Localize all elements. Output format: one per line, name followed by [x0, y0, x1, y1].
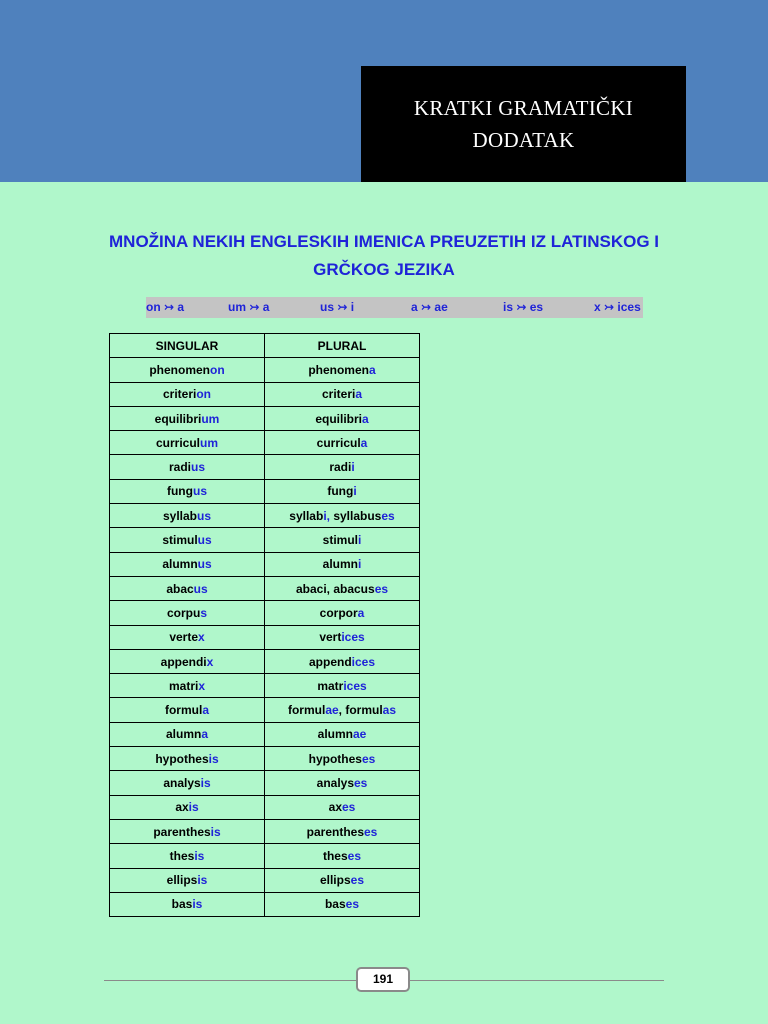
stem-text: alumn — [317, 727, 353, 742]
suffix-rule: x ↣ ices — [594, 300, 641, 314]
stem-text: radi — [168, 460, 191, 475]
plural-cell — [265, 747, 420, 771]
stem-text: thes — [322, 848, 348, 863]
plural-cell — [265, 892, 420, 916]
suffix-text: us — [191, 460, 206, 475]
stem-text: analys — [163, 775, 201, 790]
singular-cell — [110, 382, 265, 406]
plural-cell — [265, 455, 420, 479]
suffix-text: i — [353, 484, 357, 499]
stem-text: alumn — [165, 727, 202, 742]
suffix-text: ae — [352, 727, 367, 742]
suffix-text: ices — [351, 654, 376, 669]
stem-text: matri — [168, 678, 199, 693]
table-header-row — [110, 334, 420, 358]
suffix-text: is — [188, 800, 199, 815]
stem-text: syllab — [162, 508, 197, 523]
singular-cell — [110, 795, 265, 819]
singular-cell — [110, 552, 265, 576]
suffix-text: a — [368, 362, 376, 377]
stem-text: parenthes — [153, 824, 211, 839]
suffix-text: a — [361, 411, 369, 426]
stem-text: stimul — [162, 533, 198, 548]
plural-cell — [265, 649, 420, 673]
stem-text: abac — [166, 581, 194, 596]
suffix-text: es — [354, 775, 368, 790]
stem-text: formul — [287, 703, 326, 718]
table-row — [110, 892, 420, 916]
table-row — [110, 504, 420, 528]
suffix-text: ices — [341, 630, 365, 645]
table-row — [110, 358, 420, 382]
stem-text: syllabus — [333, 508, 382, 523]
stem-text: parenthes — [306, 824, 364, 839]
suffix-text: a — [202, 703, 210, 718]
suffix-text: is — [192, 897, 203, 912]
suffix-text: is — [208, 751, 219, 766]
suffix-text: es — [350, 873, 365, 888]
suffix-text: us — [192, 484, 207, 499]
suffix-text: x — [198, 678, 206, 693]
suffix-rule: is ↣ es — [503, 300, 544, 314]
section-heading — [90, 228, 678, 284]
plural-cell — [265, 674, 420, 698]
suffix-text: us — [193, 581, 208, 596]
suffix-rule: um ↣ a — [228, 300, 270, 314]
singular-cell — [110, 431, 265, 455]
stem-text: equilibri — [154, 411, 202, 426]
suffix-text: i — [358, 557, 362, 572]
table-row — [110, 722, 420, 746]
suffix-text: ices — [343, 678, 367, 693]
plural-cell — [265, 601, 420, 625]
suffix-text: a — [360, 435, 368, 450]
suffix-text: us — [197, 557, 212, 572]
table-row — [110, 674, 420, 698]
suffix-text: i — [351, 460, 355, 475]
stem-text: syllab — [289, 508, 324, 523]
stem-text: fung — [166, 484, 193, 499]
stem-text: hypothes — [308, 751, 362, 766]
stem-text: , formul — [338, 703, 383, 718]
singular-cell — [110, 649, 265, 673]
stem-text: abac — [295, 581, 324, 596]
plural-cell — [265, 358, 420, 382]
suffix-text: on — [210, 362, 225, 377]
plural-cell — [265, 431, 420, 455]
table-row — [110, 698, 420, 722]
stem-text: fung — [327, 484, 354, 499]
section-heading-line1: MNOŽINA NEKIH ENGLESKIH IMENICA PREUZETIH IZ LATINSKOG I — [109, 232, 659, 251]
suffix-text: ae — [325, 703, 339, 718]
chapter-title-line2: DODATAK — [472, 128, 575, 152]
plural-cell — [265, 795, 420, 819]
suffix-text: a — [201, 727, 209, 742]
stem-text: bas — [324, 897, 346, 912]
plural-cell — [265, 576, 420, 600]
stem-text: phenomen — [149, 362, 210, 377]
suffix-text: um — [201, 411, 220, 426]
plural-cell — [265, 625, 420, 649]
stem-text: alumn — [322, 557, 358, 572]
page-number: 191 — [356, 967, 410, 992]
stem-text: ax — [328, 800, 342, 815]
singular-cell — [110, 674, 265, 698]
plural-table — [109, 333, 420, 917]
singular-cell — [110, 722, 265, 746]
stem-text: thes — [169, 848, 195, 863]
stem-text: append — [308, 654, 352, 669]
suffix-text: x — [198, 630, 205, 645]
singular-cell — [110, 406, 265, 430]
stem-text: curricul — [316, 435, 361, 450]
plural-cell — [265, 722, 420, 746]
suffix-text: on — [196, 387, 212, 402]
stem-text: bas — [171, 897, 193, 912]
table-row — [110, 431, 420, 455]
singular-cell — [110, 868, 265, 892]
suffix-text: es — [347, 848, 362, 863]
plural-cell — [265, 552, 420, 576]
singular-cell — [110, 358, 265, 382]
suffix-text: es — [345, 897, 360, 912]
suffix-text: es — [381, 508, 395, 523]
singular-cell — [110, 698, 265, 722]
stem-text: analys — [316, 775, 354, 790]
suffix-rules-bar — [146, 297, 643, 318]
table-row — [110, 406, 420, 430]
plural-cell — [265, 868, 420, 892]
table-row — [110, 382, 420, 406]
table-row — [110, 601, 420, 625]
plural-cell — [265, 382, 420, 406]
suffix-text: us — [197, 508, 212, 523]
table-row — [110, 625, 420, 649]
suffix-text: es — [374, 581, 389, 596]
table-row — [110, 868, 420, 892]
stem-text: equilibri — [315, 411, 362, 426]
suffix-text: as — [382, 703, 397, 718]
stem-text: hypothes — [155, 751, 209, 766]
suffix-text: a — [357, 605, 365, 620]
suffix-rule: on ↣ a — [146, 300, 185, 314]
singular-cell — [110, 601, 265, 625]
stem-text: curricul — [155, 435, 200, 450]
stem-text: corpu — [166, 605, 201, 620]
suffix-text: i — [358, 533, 362, 548]
singular-cell — [110, 844, 265, 868]
stem-text: radi — [329, 460, 352, 475]
stem-text: alumn — [162, 557, 198, 572]
suffix-text: is — [197, 873, 208, 888]
suffix-text: us — [197, 533, 212, 548]
stem-text: appendi — [160, 654, 207, 669]
singular-cell — [110, 892, 265, 916]
singular-cell — [110, 625, 265, 649]
stem-text: , abacus — [326, 581, 375, 596]
suffix-text: s — [200, 605, 208, 620]
column-header-plural: PLURAL — [265, 334, 420, 358]
suffix-text: es — [361, 751, 376, 766]
plural-cell — [265, 771, 420, 795]
stem-text: stimul — [322, 533, 358, 548]
section-heading-line2: GRČKOG JEZIKA — [313, 260, 455, 279]
singular-cell — [110, 455, 265, 479]
stem-text: phenomen — [308, 362, 369, 377]
plural-cell — [265, 844, 420, 868]
plural-cell — [265, 819, 420, 843]
suffix-text: is — [200, 775, 211, 790]
stem-text: ellips — [166, 873, 198, 888]
table-row — [110, 455, 420, 479]
suffix-text: es — [364, 824, 378, 839]
suffix-text: is — [194, 848, 205, 863]
suffix-text: a — [355, 387, 363, 402]
column-header-singular: SINGULAR — [110, 334, 265, 358]
singular-cell — [110, 576, 265, 600]
suffix-text: es — [342, 800, 356, 815]
singular-cell — [110, 528, 265, 552]
table-row — [110, 552, 420, 576]
stem-text: criteri — [162, 387, 197, 402]
table-row — [110, 576, 420, 600]
singular-cell — [110, 479, 265, 503]
table-row — [110, 747, 420, 771]
plural-cell — [265, 406, 420, 430]
suffix-text: i, — [323, 508, 334, 523]
plural-cell — [265, 528, 420, 552]
singular-cell — [110, 747, 265, 771]
stem-text: formul — [164, 703, 203, 718]
table-row — [110, 479, 420, 503]
table-row — [110, 649, 420, 673]
table-body — [110, 358, 420, 917]
suffix-text: um — [200, 435, 218, 450]
plural-cell — [265, 479, 420, 503]
plural-cell — [265, 504, 420, 528]
plural-cell — [265, 698, 420, 722]
suffix-rule: a ↣ ae — [411, 300, 448, 314]
suffix-text: x — [206, 654, 214, 669]
stem-text: corpor — [319, 605, 358, 620]
chapter-title-line1: KRATKI GRAMATIČKI — [413, 96, 634, 120]
singular-cell — [110, 771, 265, 795]
singular-cell — [110, 819, 265, 843]
table-row — [110, 528, 420, 552]
suffix-rule: us ↣ i — [320, 300, 355, 314]
table-row — [110, 844, 420, 868]
singular-cell — [110, 504, 265, 528]
table-row — [110, 795, 420, 819]
suffix-text: is — [210, 824, 221, 839]
table-row — [110, 819, 420, 843]
stem-text: vert — [319, 630, 342, 645]
stem-text: criteri — [321, 387, 356, 402]
stem-text: ellips — [319, 873, 351, 888]
table-row — [110, 771, 420, 795]
stem-text: matr — [317, 678, 344, 693]
stem-text: verte — [169, 630, 198, 645]
chapter-title-box — [361, 66, 686, 182]
stem-text: ax — [175, 800, 189, 815]
stem-text: i — [323, 581, 327, 596]
